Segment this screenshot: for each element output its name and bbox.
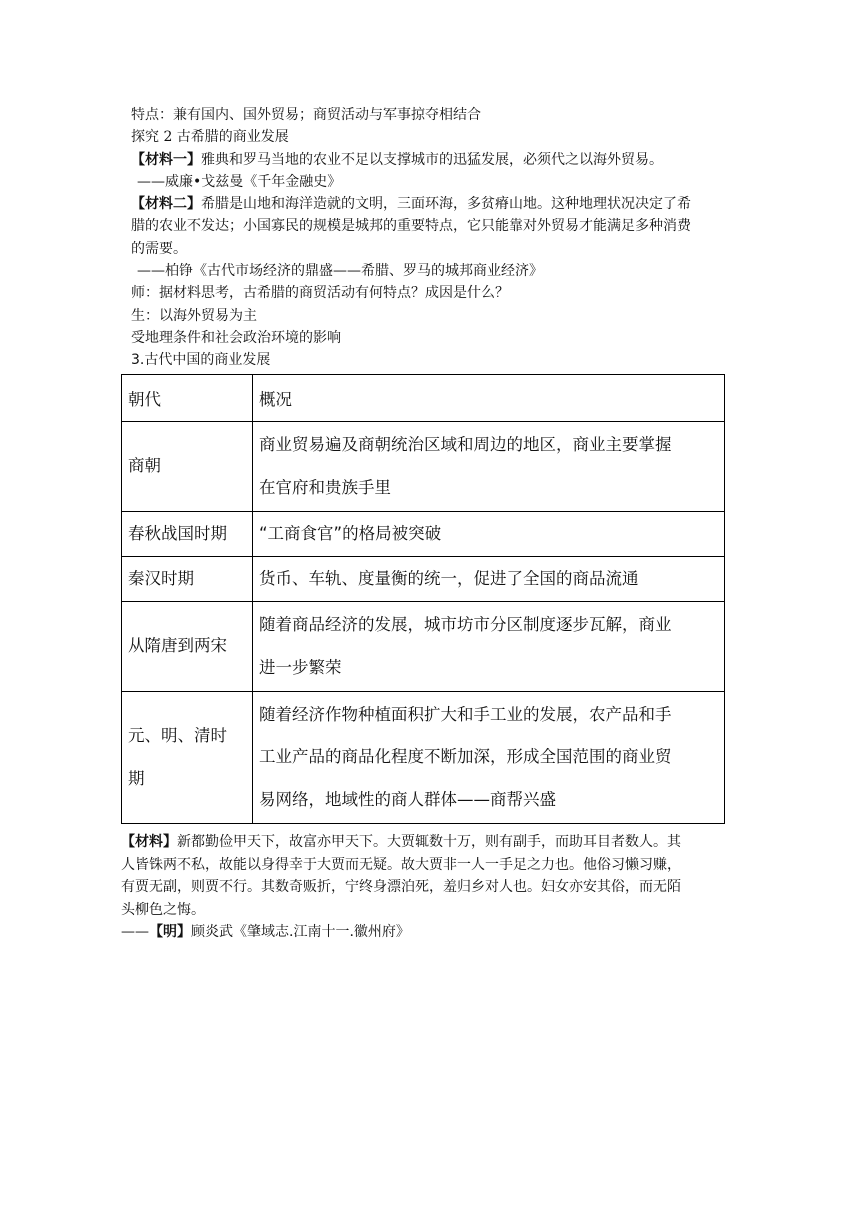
overview-text: 进一步繁荣 [259, 657, 342, 677]
overview-cell [253, 692, 725, 824]
header-overview: 概况 [253, 375, 725, 422]
teacher-question: 师：据材料思考，古希腊的商贸活动有何特点？成因是什么？ [131, 285, 509, 302]
material-1-text: 雅典和罗马当地的农业不足以支撑城市的迅猛发展，必须代之以海外贸易。 [201, 151, 663, 168]
inquiry-2-heading: 探究 2 古希腊的商业发展 [131, 129, 289, 146]
student-answer-1: 生：以海外贸易为主 [131, 307, 257, 324]
section-3-title: 3.古代中国的商业发展 [131, 352, 271, 369]
overview-cell [253, 602, 725, 692]
overview-text: 易网络，地域性的商人群体——商帮兴盛 [259, 789, 556, 809]
overview-text: 随着商品经济的发展，城市坊市分区制度逐步瓦解，商业 [259, 615, 672, 634]
overview-cell [253, 422, 725, 512]
material-2-source: ——柏铮《古代市场经济的鼎盛——希腊、罗马的城邦商业经济》 [137, 263, 543, 280]
material-1-source: ——威廉•戈兹曼《千年金融史》 [137, 173, 342, 190]
table-row [122, 422, 725, 512]
material-2-line-2: 腊的农业不发达；小国寡民的规模是城邦的重要特点，它只能靠对外贸易才能满足多种消费 [131, 218, 691, 235]
material-2-line-3: 的需要。 [131, 240, 187, 257]
overview-text: 商业贸易遍及商朝统治区域和周边的地区，商业主要掌握 [259, 435, 672, 454]
material-1 [131, 149, 731, 171]
header-dynasty: 朝代 [122, 375, 253, 422]
dynasty-text: 从隋唐到两宋 [128, 636, 227, 656]
upper-text-block [131, 104, 731, 372]
overview-text: 随着经济作物种植面积扩大和手工业的发展，农产品和手 [259, 704, 672, 724]
material-2-line-1 [131, 193, 731, 215]
overview-text: 货币、车轨、度量衡的统一，促进了全国的商品流通 [259, 568, 639, 588]
table-row [122, 692, 725, 824]
material-3-source-text: 顾炎武《肇域志.江南十一.徽州府》 [191, 924, 410, 941]
material-2-text-1: 希腊是山地和海洋造就的文明，三面环海，多贫瘠山地。这种地理状况决定了希 [201, 196, 691, 213]
dynasty-cell [122, 422, 253, 512]
dynasty-cell [122, 692, 253, 824]
dynasty-cell [122, 557, 253, 602]
material-3-text-1: 新都勤俭甲天下，故富亦甲天下。大贾辄数十万，则有副手，而助耳目者数人。其 [177, 834, 681, 850]
table-row [122, 557, 725, 602]
material-3-line-3: 有贾无副，则贾不行。其数奇贩折，宁终身漂泊死，羞归乡对人也。妇女亦安其俗，而无陌 [121, 879, 681, 896]
commerce-development-table [121, 374, 725, 824]
table-row [122, 512, 725, 557]
dynasty-text: 期 [128, 768, 145, 788]
dynasty-cell [122, 602, 253, 692]
material-3-line-1 [121, 831, 731, 854]
material-3-tag: 【材料】 [121, 834, 177, 850]
dynasty-text: 商朝 [128, 456, 161, 476]
overview-cell [253, 512, 725, 557]
trait-line: 特点：兼有国内、国外贸易；商贸活动与军事掠夺相结合 [131, 107, 481, 123]
material-1-tag: 【材料一】 [131, 151, 201, 168]
material-3-line-4: 头柳色之悔。 [121, 901, 205, 918]
table-row [122, 602, 725, 692]
overview-text: “工商食官”的格局被突破 [259, 523, 442, 543]
dynasty-text: 春秋战国时期 [128, 523, 227, 543]
overview-text: 工业产品的商品化程度不断加深，形成全国范围的商业贸 [259, 747, 672, 767]
lower-text-block [121, 831, 731, 944]
material-3-source-prefix: —— [121, 924, 149, 941]
material-3-source [121, 921, 731, 944]
dynasty-cell [122, 512, 253, 557]
material-2-tag: 【材料二】 [131, 196, 201, 213]
material-3-source-tag: 【明】 [149, 924, 191, 941]
dynasty-text: 秦汉时期 [128, 568, 194, 588]
overview-cell [253, 557, 725, 602]
dynasty-text: 元、明、清时 [128, 726, 227, 745]
overview-text: 在官府和贵族手里 [259, 477, 391, 497]
student-answer-2: 受地理条件和社会政治环境的影响 [131, 329, 341, 346]
material-3-line-2: 人皆铢两不私，故能以身得幸于大贾而无疑。故大贾非一人一手足之力也。他俗习懒习赚， [121, 856, 681, 873]
table-header-row [122, 375, 725, 422]
